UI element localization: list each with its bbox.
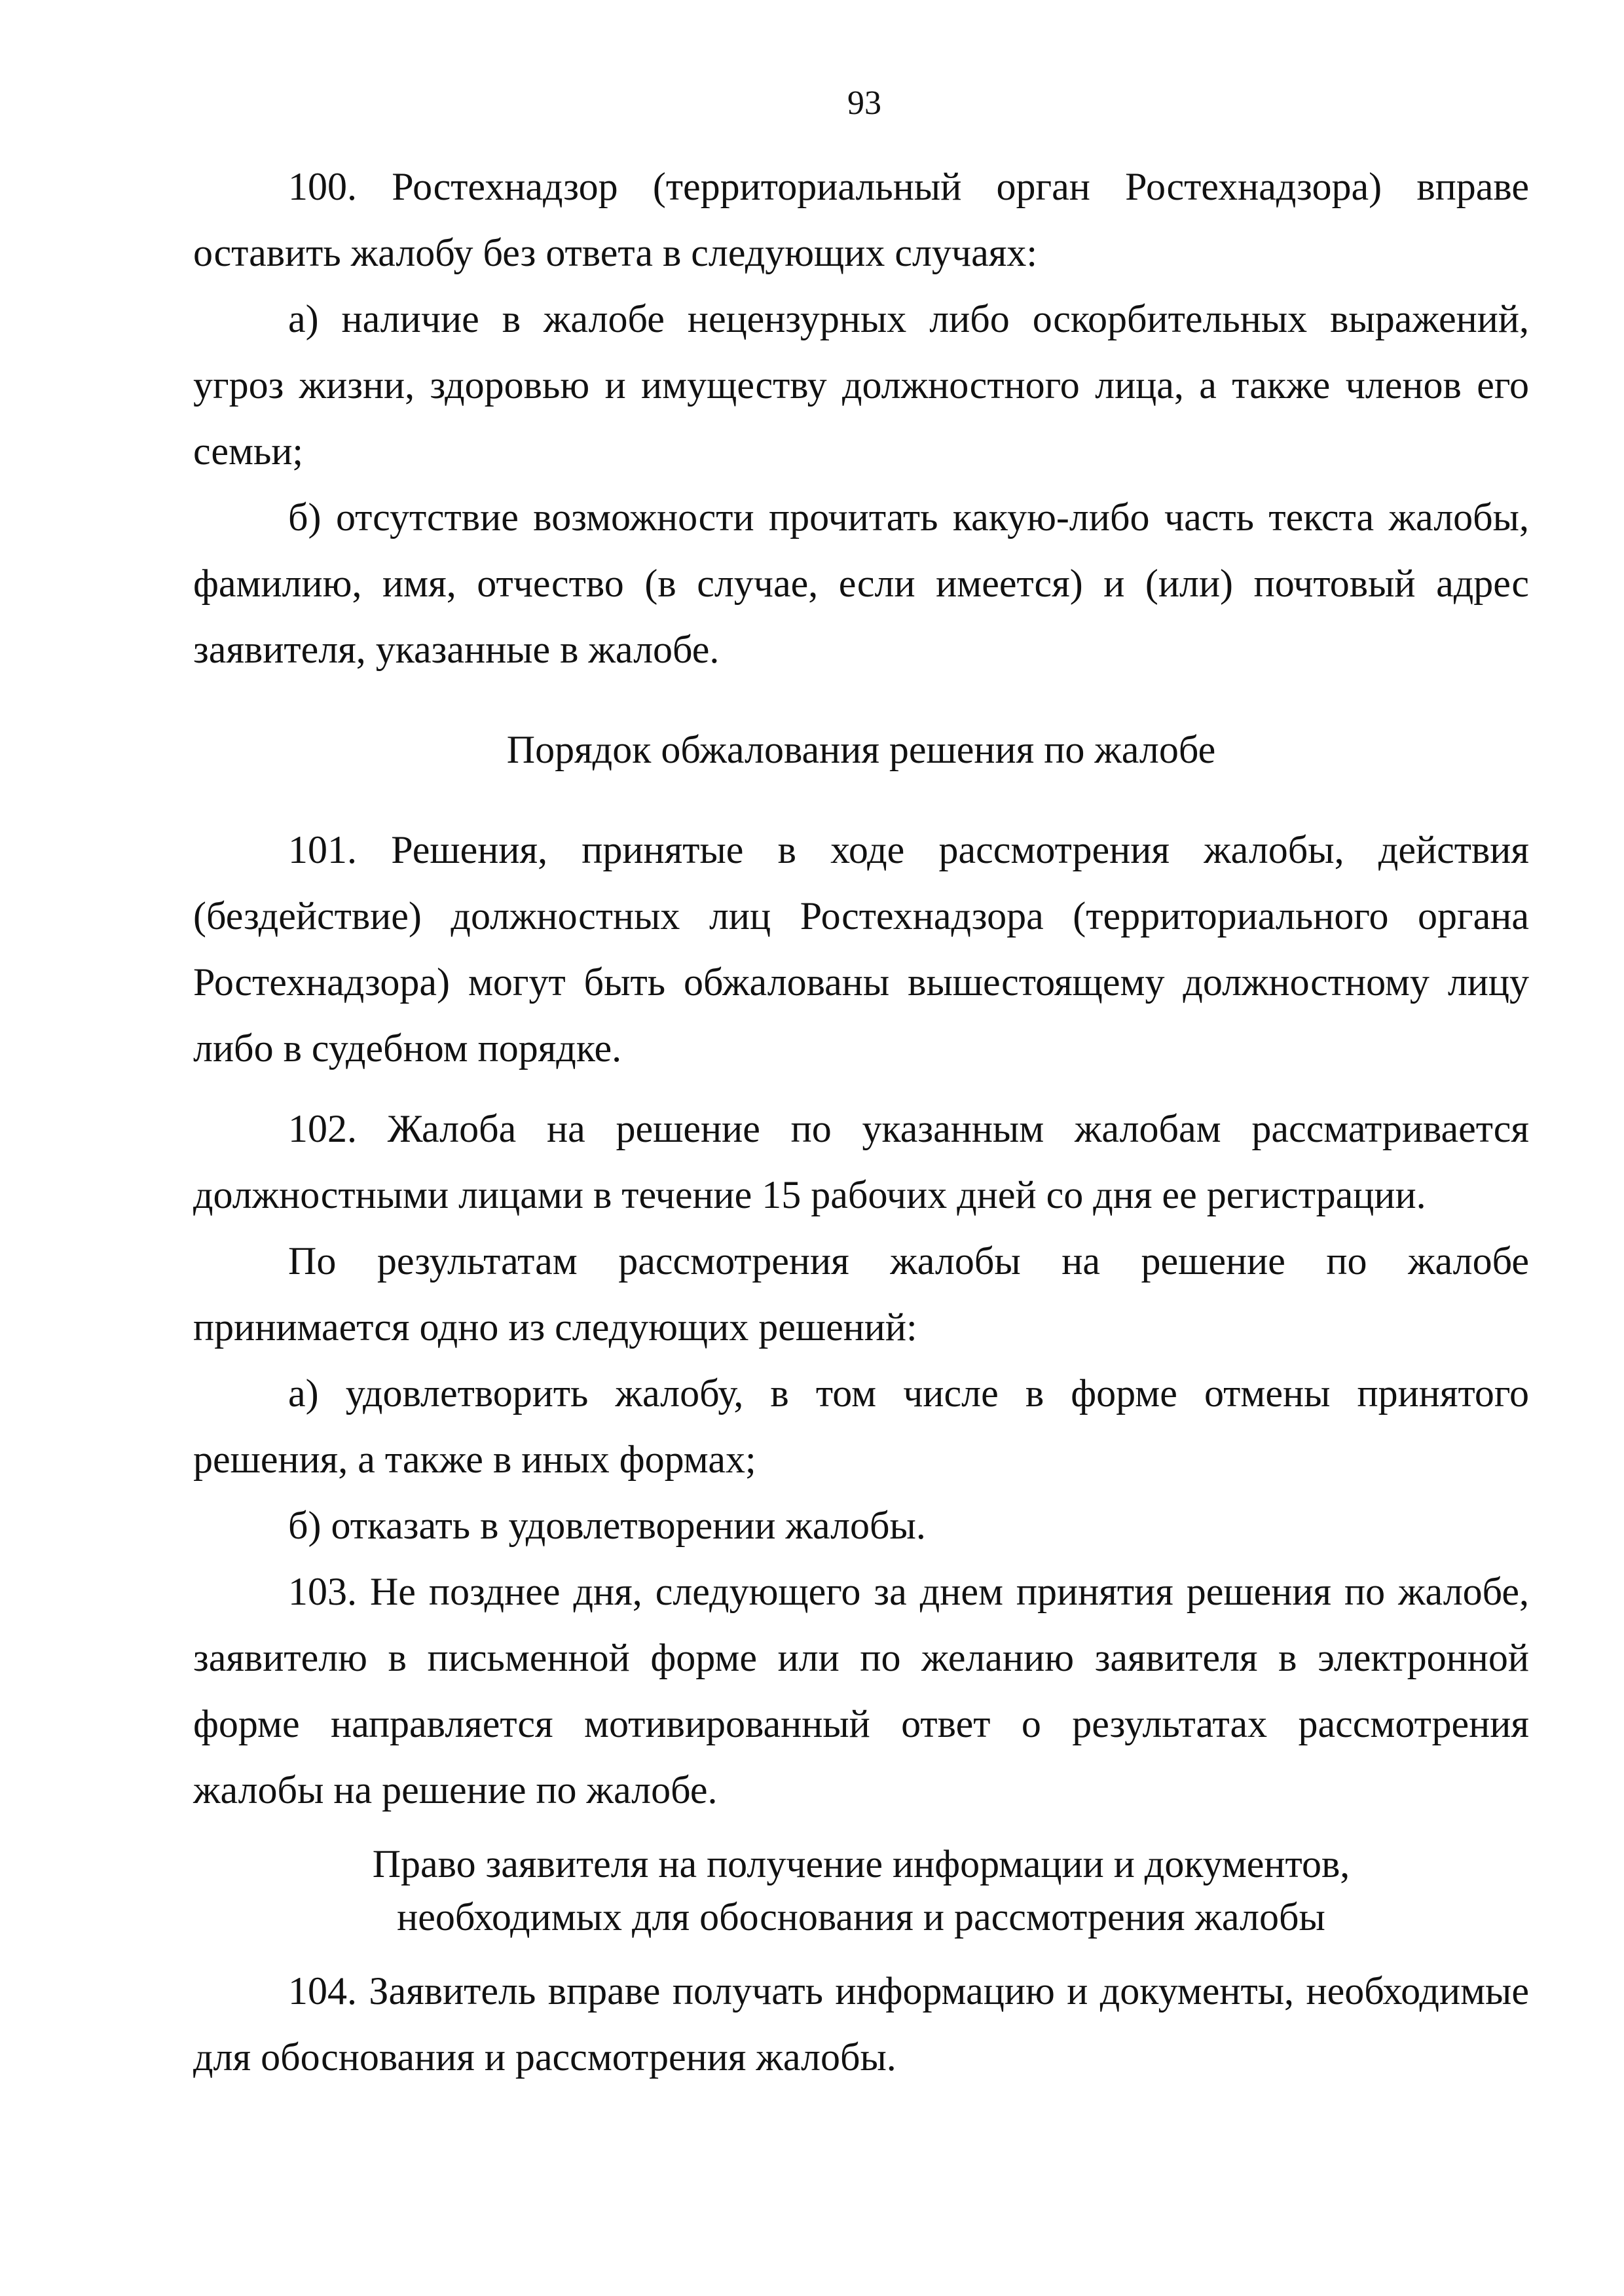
paragraph-100-b: б) отсутствие возможности прочитать какую-либо часть текста жалобы, фамилию, имя, отчество (в случае, если имеется) и (или) почтовый адрес заявителя, указанные в жалобе.: [193, 496, 1529, 671]
paragraph-102: 102. Жалоба на решение по указанным жалобам рассматривается должностными лицами в течение 15 рабочих дней со дня ее регистрации.: [193, 1107, 1529, 1216]
paragraph-103: 103. Не позднее дня, следующего за днем принятия решения по жалобе, заявителю в письменной форме или по желанию заявителя в электронной форме направляется мотивированный ответ о результатах рассмотрения жалобы на решение по жалобе.: [193, 1570, 1529, 1812]
paragraph-100-a: а) наличие в жалобе нецензурных либо оскорбительных выражений, угроз жизни, здоровью и имуществу должностного лица, а также членов его семьи;: [193, 297, 1529, 473]
paragraph-104: 104. Заявитель вправе получать информацию и документы, необходимые для обоснования и рассмотрения жалобы.: [193, 1969, 1529, 2079]
section-heading-appeal-procedure: Порядок обжалования решения по жалобе: [506, 728, 1216, 771]
heading-line-2: необходимых для обоснования и рассмотрения жалобы: [397, 1895, 1325, 1939]
paragraph-102-results: По результатам рассмотрения жалобы на решение по жалобе принимается одно из следующих решений:: [193, 1239, 1529, 1349]
page-number: 93: [847, 84, 881, 122]
heading-line-1: Право заявителя на получение информации и документов,: [372, 1842, 1350, 1886]
section-heading-right-to-information: [193, 1838, 1529, 1944]
paragraph-100: 100. Ростехнадзор (территориальный орган Ростехнадзора) вправе оставить жалобу без ответа в следующих случаях:: [193, 165, 1529, 274]
paragraph-102-b: б) отказать в удовлетворении жалобы.: [288, 1504, 926, 1547]
document-body: [193, 154, 1529, 2090]
paragraph-101: 101. Решения, принятые в ходе рассмотрения жалобы, действия (бездействие) должностных лиц Ростехнадзора (территориального органа Ростехнадзора) могут быть обжалованы вышестоящему должностному лицу либо в судебном порядке.: [193, 828, 1529, 1070]
paragraph-102-a: а) удовлетворить жалобу, в том числе в форме отмены принятого решения, а также в иных формах;: [193, 1372, 1529, 1481]
